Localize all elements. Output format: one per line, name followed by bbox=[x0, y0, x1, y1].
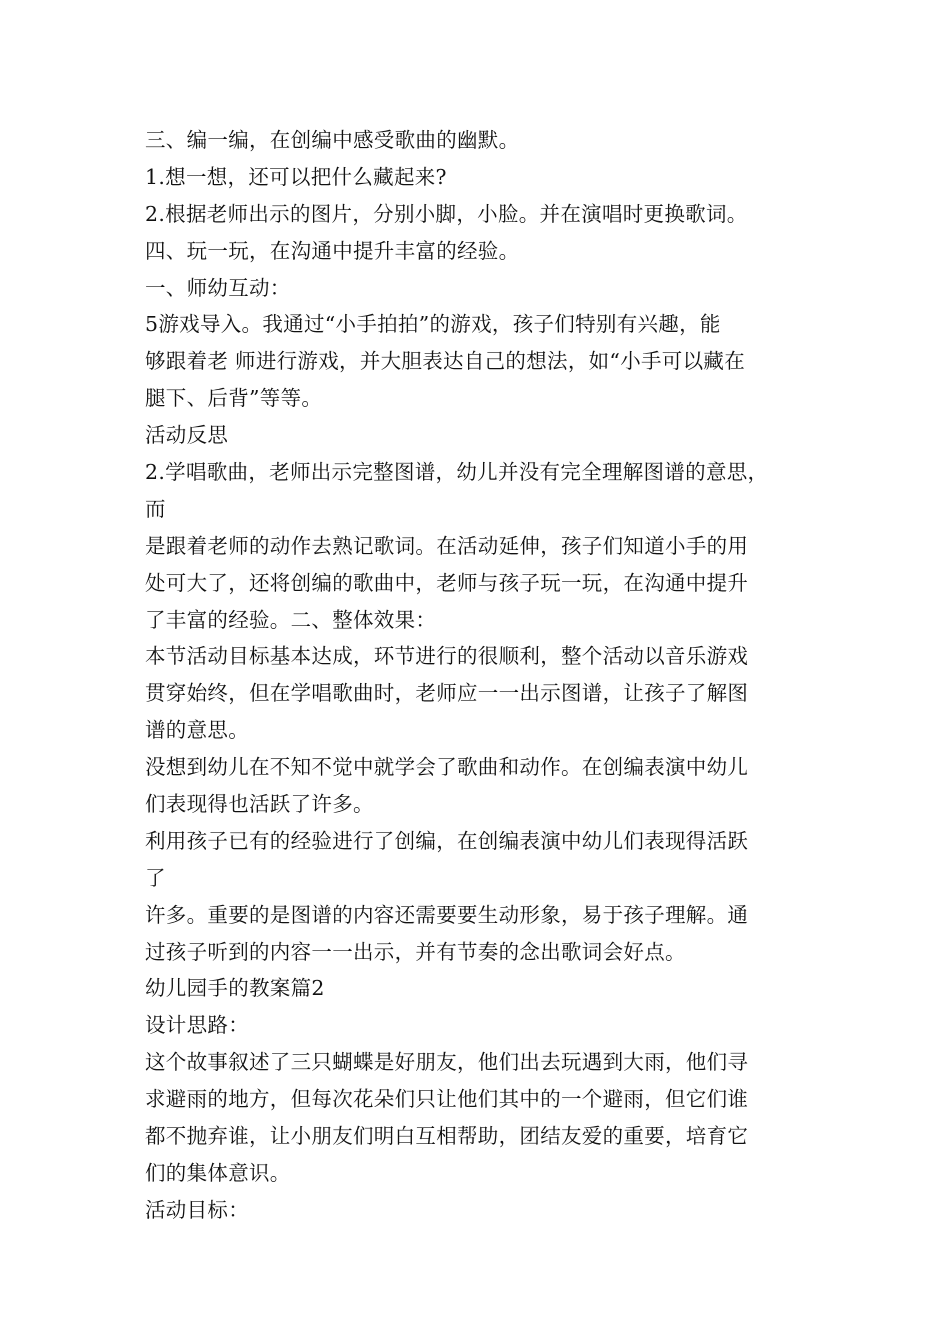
text-line: 够跟着老 师进行游戏，并大胆表达自己的想法，如“小手可以藏在 bbox=[145, 349, 745, 374]
text-line: 而 bbox=[145, 496, 166, 521]
text-line: 求避雨的地方，但每次花朵们只让他们其中的一个避雨，但它们谁 bbox=[145, 1087, 749, 1112]
text-line: 利用孩子已有的经验进行了创编，在创编表演中幼儿们表现得活跃 bbox=[145, 828, 749, 853]
text-line: 没想到幼儿在不知不觉中就学会了歌曲和动作。在创编表演中幼儿 bbox=[145, 755, 749, 780]
text-line: 腿下、后背”等等。 bbox=[145, 386, 323, 411]
text-line: 许多。重要的是图谱的内容还需要要生动形象，易于孩子理解。通 bbox=[145, 902, 749, 927]
text-line: 5游戏导入。我通过“小手拍拍”的游戏，孩子们特别有兴趣，能 bbox=[145, 312, 721, 337]
text-line: 2.学唱歌曲，老师出示完整图谱，幼儿并没有完全理解图谱的意思， bbox=[145, 460, 769, 485]
text-line: 们的集体意识。 bbox=[145, 1160, 291, 1185]
text-line: 了丰富的经验。二、整体效果： bbox=[145, 607, 437, 632]
text-line: 是跟着老师的动作去熟记歌词。在活动延伸，孩子们知道小手的用 bbox=[145, 533, 749, 558]
text-line: 本节活动目标基本达成，环节进行的很顺利，整个活动以音乐游戏 bbox=[145, 644, 749, 669]
article-title-2: 幼儿园手的教案篇2 bbox=[145, 976, 325, 1001]
subheading-design: 设计思路： bbox=[145, 1013, 249, 1038]
text-line: 过孩子听到的内容一一出示，并有节奏的念出歌词会好点。 bbox=[145, 939, 686, 964]
text-line: 贯穿始终，但在学唱歌曲时，老师应一一出示图谱，让孩子了解图 bbox=[145, 681, 749, 706]
section-heading-4: 四、玩一玩，在沟通中提升丰富的经验。 bbox=[145, 238, 520, 263]
text-line: 们表现得也活跃了许多。 bbox=[145, 792, 374, 817]
text-line: 了 bbox=[145, 865, 166, 890]
subheading-reflection: 活动反思 bbox=[145, 423, 229, 448]
text-line: 这个故事叙述了三只蝴蝶是好朋友，他们出去玩遇到大雨，他们寻 bbox=[145, 1050, 749, 1075]
text-line: 1.想一想，还可以把什么藏起来? bbox=[145, 164, 447, 189]
text-line: 谱的意思。 bbox=[145, 718, 249, 743]
text-line: 都不抛弃谁，让小朋友们明白互相帮助，团结友爱的重要，培育它 bbox=[145, 1124, 749, 1149]
document-body bbox=[145, 122, 815, 1229]
section-heading-3: 三、编一编，在创编中感受歌曲的幽默。 bbox=[145, 128, 520, 152]
text-line: 一、师幼互动： bbox=[145, 275, 291, 300]
text-line: 处可大了，还将创编的歌曲中，老师与孩子玩一玩，在沟通中提升 bbox=[145, 570, 749, 595]
text-line: 2.根据老师出示的图片，分别小脚，小脸。并在演唱时更换歌词。 bbox=[145, 201, 748, 226]
subheading-goals: 活动目标： bbox=[145, 1197, 249, 1222]
